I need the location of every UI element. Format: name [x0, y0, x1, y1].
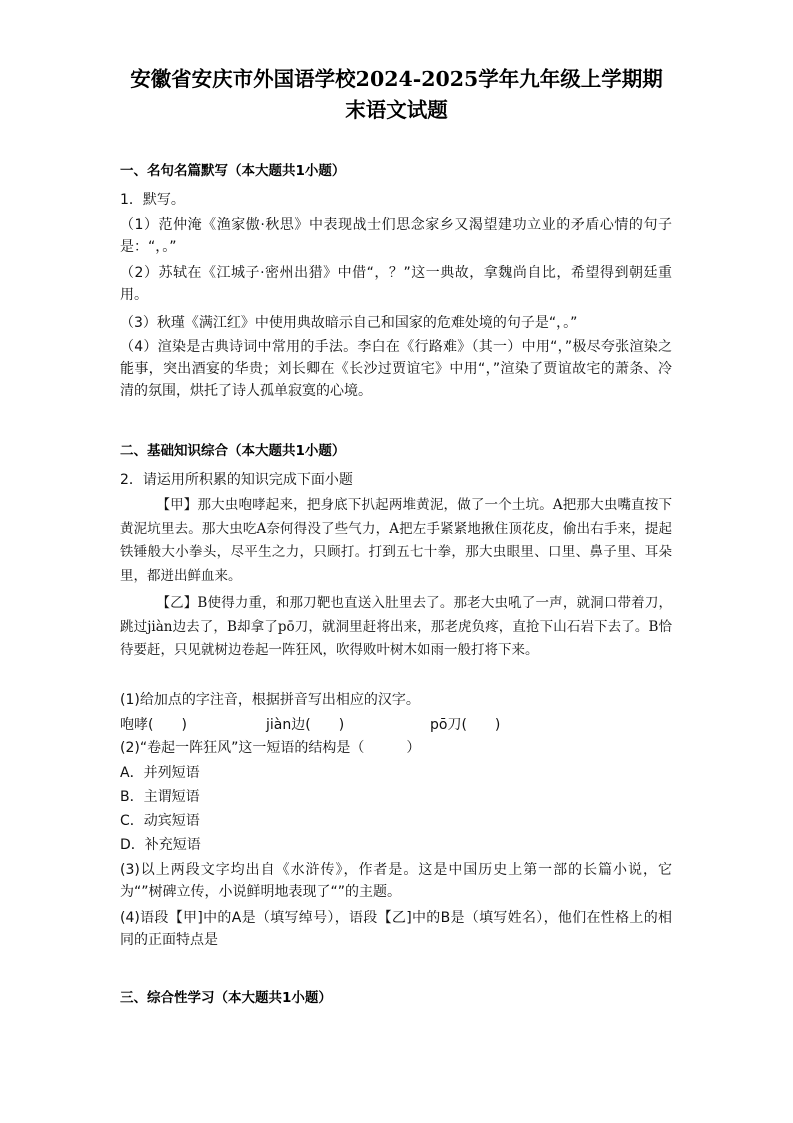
- answer-blank-1[interactable]: 咆哮( ): [120, 717, 187, 733]
- question-1-part-2: （2）苏轼在《江城子·密州出猎》中借“，？”这一典故，拿魏尚自比，希望得到朝廷重用。: [120, 265, 672, 303]
- question-1-part-1: （1）范仲淹《渔家傲·秋思》中表现战士们思念家乡又渴望建功立业的矛盾心情的句子是：“，。”: [120, 217, 672, 255]
- sub-question-1: (1)给加点的字注音，根据拼音写出相应的汉字。: [120, 692, 420, 708]
- sub-question-4: (4)语段【甲]中的A是（填写绰号），语段【乙]中的B是（填写姓名），他们在性格上的相同的正面特点是: [120, 910, 672, 948]
- option-a[interactable]: A．并列短语: [120, 765, 200, 781]
- answer-blank-2[interactable]: jiàn边( ): [266, 717, 345, 733]
- question-1-label: 1．默写。: [120, 192, 185, 208]
- title-line-1: 安徽省安庆市外国语学校2024-2025学年九年级上学期期: [130, 67, 663, 91]
- section-heading-2: 二、基础知识综合（本大题共1小题）: [120, 443, 346, 459]
- passage-jia: 【甲】那大虫咆哮起来，把身底下扒起两堆黄泥，做了一个土坑。A把那大虫嘴直按下黄泥坑里去。那大虫吃A奈何得没了些气力，A把左手紧紧地揪住顶花皮，偷出右手来，提起铁锤般大小拳头，尽平生之力，只顾打。打到五七十拳，那大虫眼里、口里、鼻子里、耳朵里，都迸出鲜血来。: [120, 497, 672, 584]
- question-1-part-4: （4）渲染是古典诗词中常用的手法。李白在《行路难》（其一）中用“，”极尽夸张渲染之能事，突出酒宴的华贵；刘长卿在《长沙过贾谊宅》中用“，”渲染了贾谊故宅的萧条、冷清的氛围，烘托了诗人孤单寂寞的心境。: [120, 339, 672, 399]
- title-line-2: 末语文试题: [345, 98, 448, 122]
- sub-question-2: (2)“卷起一阵狂风”这一短语的结构是（ ）: [120, 740, 421, 756]
- sub-question-3: (3)以上两段文字均出自《水浒传》，作者是。这是中国历史上第一部的长篇小说，它为“”树碑立传，小说鲜明地表现了“”的主题。: [120, 862, 672, 900]
- document-title: [110, 64, 683, 126]
- option-c[interactable]: C．动宾短语: [120, 813, 200, 829]
- question-2-label: 2．请运用所积累的知识完成下面小题: [120, 472, 353, 488]
- option-d[interactable]: D．补充短语: [120, 837, 201, 853]
- section-heading-1: 一、名句名篇默写（本大题共1小题）: [120, 163, 346, 179]
- answer-blank-3[interactable]: pō刀( ): [430, 717, 501, 733]
- passage-yi: 【乙】B使得力重，和那刀靶也直送入肚里去了。那老大虫吼了一声，就洞口带着刀，跳过jiàn边去了，B却拿了pō刀，就洞里赶将出来，那老虎负疼，直抢下山石岩下去了。B恰待要赶，只见就树边卷起一阵狂风，吹得败叶树木如雨一般打将下来。: [120, 595, 672, 658]
- section-heading-3: 三、综合性学习（本大题共1小题）: [120, 990, 332, 1006]
- option-b[interactable]: B．主谓短语: [120, 789, 200, 805]
- question-1-part-3: （3）秋瑾《满江红》中使用典故暗示自己和国家的危难处境的句子是“，。”: [120, 315, 578, 331]
